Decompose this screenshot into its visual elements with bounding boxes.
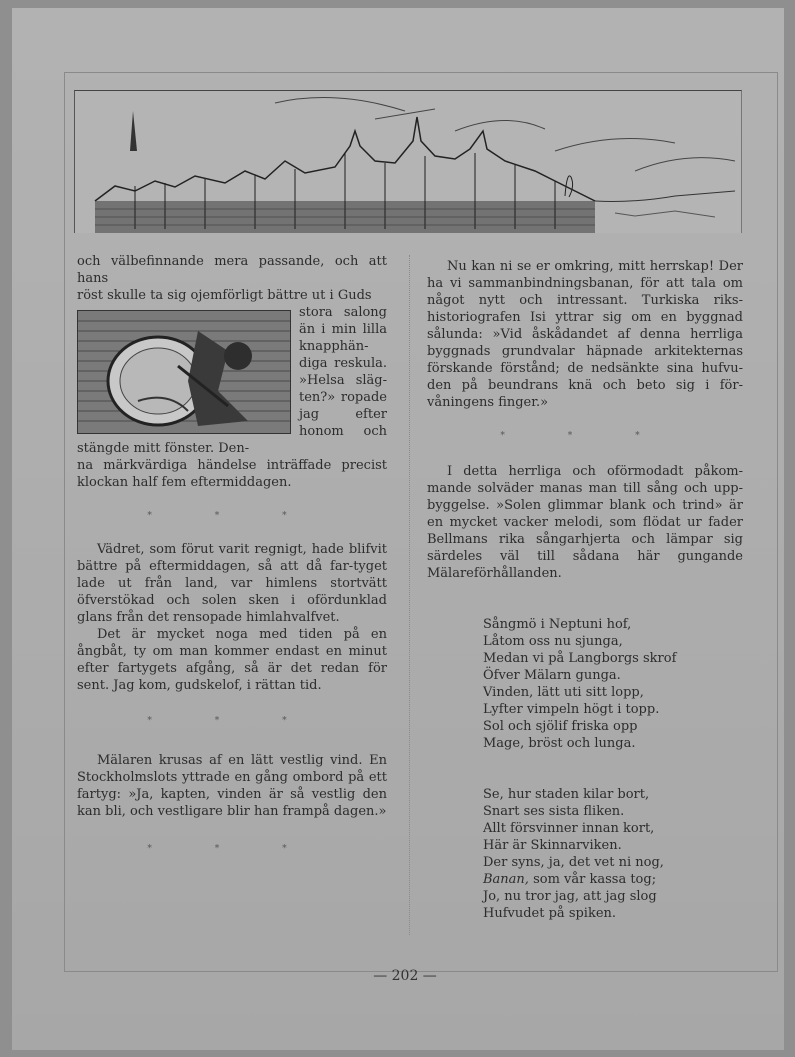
right-column <box>427 258 743 922</box>
poem-line: Jo, nu tror jag, att jag slog <box>483 889 657 904</box>
stockholm-skyline-illustration <box>74 90 742 233</box>
left-para-steamer: Det är mycket noga med tiden på en ångbåt, ty om man kommer endast en minut efter fartygets afgång, så är det redan för sent. Jag kom, gudskelof, i rättan tid. <box>77 627 387 693</box>
left-column <box>77 253 387 860</box>
left-para-weather: Vädret, som förut varit regnigt, hade blifvit bättre på eftermiddagen, så att då far-tyget lade ut från land, var himlens stortvätt öfverstökad och solen sken i ofördunklad glans från det rensopade himlahvalfvet. <box>77 542 387 625</box>
poem-line: Öfver Mälarn gunga. <box>483 668 621 683</box>
poem-line: Låtom oss nu sjunga, <box>483 634 623 649</box>
poem-line: Lyfter vimpeln högt i topp. <box>483 702 660 717</box>
left-para-malaren: Mälaren krusas af en lätt vestlig vind. En Stockholmslots yttrade en gång ombord på ett fartyg: »Ja, kapten, vinden är så vestlig den kan bli, och vestligare blir han frampå dagen.» <box>77 753 387 819</box>
right-para-bridge: Nu kan ni se er omkring, mitt herrskap! Der ha vi sammanbindningsbanan, för att tala om något nytt och intressant. Turkiska riks-historiografen Isi yttrar sig om en byggnad sålunda: »Vid åskådandet af denna herrliga byggnads grundvalar häpnade arkitekternas förskande förstånd; de nedsänkte sina hufvu-den på beundrans knä och beto sig i för-våningens finger.» <box>427 259 743 410</box>
poem-italic-word: Banan, <box>483 872 529 887</box>
poem-line: Der syns, ja, det vet ni nog, <box>483 855 664 870</box>
poem <box>483 616 743 922</box>
left-after-image: na märkvärdiga händelse inträffade precist klockan half fem eftermiddagen. <box>77 458 387 490</box>
left-wrap-text: stora salong än i min lilla knapphän-diga reskula. »Helsa släg-ten?» ropade jag efter honom och stängde mitt fönster. Den- <box>77 305 387 456</box>
poem-line: Se, hur staden kilar bort, <box>483 787 650 802</box>
left-line-1: och välbefinnande mera passande, och att hans <box>77 254 387 286</box>
section-stars-right: * * * <box>500 431 670 441</box>
poem-line-rest: som vår kassa tog; <box>528 872 657 887</box>
section-stars-1: * * * <box>147 511 317 521</box>
section-stars-3: * * * <box>147 844 317 854</box>
section-stars-2: * * * <box>147 716 317 726</box>
poem-line: Vinden, lätt uti sitt lopp, <box>483 685 644 700</box>
poem-line: Här är Skinnarviken. <box>483 838 622 853</box>
poem-line: Sångmö i Neptuni hof, <box>483 617 632 632</box>
poem-line: Hufvudet på spiken. <box>483 906 617 921</box>
poem-line: Snart ses sista fliken. <box>483 804 625 819</box>
column-divider <box>409 255 411 935</box>
poem-line: Sol och sjölif friska opp <box>483 719 638 734</box>
poem-line: Medan vi på Langborgs skrof <box>483 651 677 666</box>
left-line-2: röst skulle ta sig ojemförligt bättre ut i Guds <box>77 288 372 303</box>
poem-line-italic <box>483 871 743 888</box>
poem-line: Allt försvinner innan kort, <box>483 821 655 836</box>
page-number: — 202 — <box>373 968 437 984</box>
porthole-illustration <box>77 310 291 434</box>
right-para-song: I detta herrliga och oförmodadt påkom-mande solväder manas man till sång och upp-byggelse. »Solen glimmar blank och trind» är en mycket vacker melodi, som flödat ur fader Bellmans rika sångarhjerta och lämpar sig särdeles väl till sådana här gungande Mälareförhållanden. <box>427 464 743 581</box>
poem-line: Mage, bröst och lunga. <box>483 736 636 751</box>
